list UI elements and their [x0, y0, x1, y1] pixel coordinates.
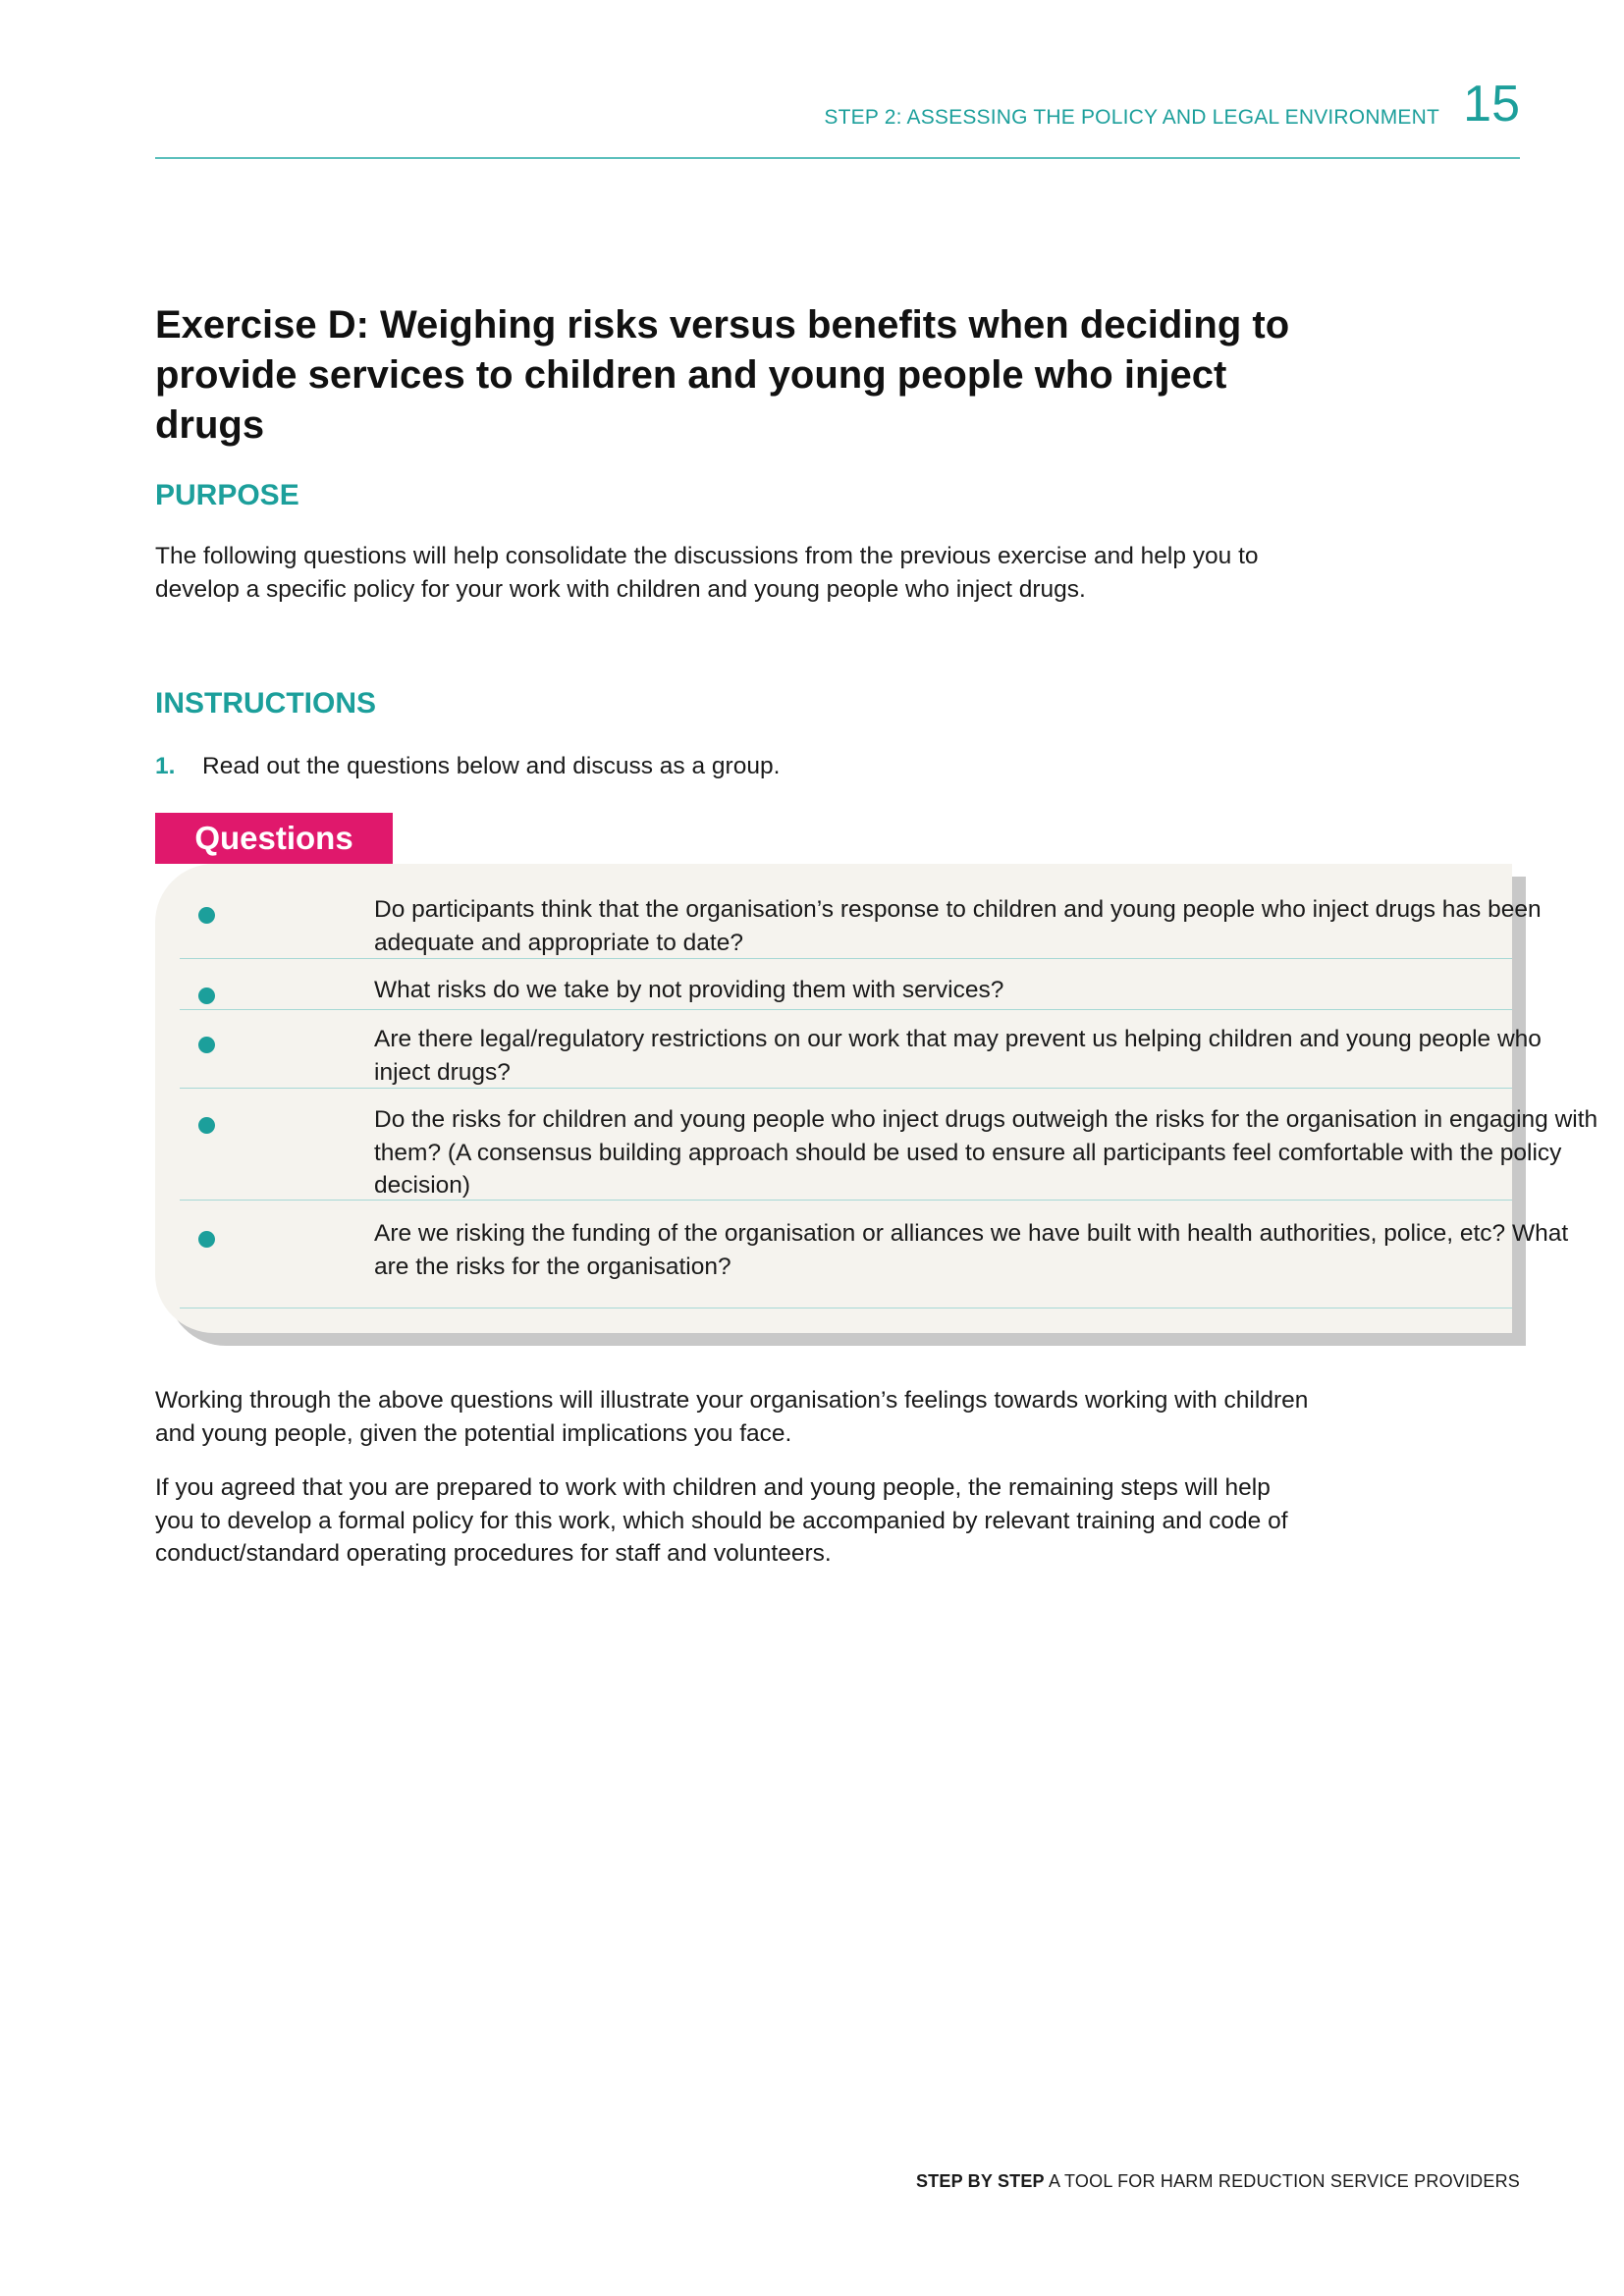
page-number: 15: [1463, 76, 1520, 133]
body-paragraph-1: Working through the above questions will illustrate your organisation’s feelings towards working with children and young people, given the potential implications you face.: [155, 1387, 1309, 1447]
instructions-heading: INSTRUCTIONS: [155, 687, 376, 720]
bullet-icon: [198, 1231, 215, 1248]
footer-tagline: A TOOL FOR HARM REDUCTION SERVICE PROVIDERS: [1044, 2171, 1520, 2191]
question-text: Do participants think that the organisation’s response to children and young people who inject drugs has been adequate and appropriate to date?: [374, 896, 1542, 956]
purpose-text: The following questions will help consolidate the discussions from the previous exercise and help you to develop a specific policy for your work with children and young people who inject drugs.: [155, 543, 1259, 603]
question-text: Are there legal/regulatory restrictions on our work that may prevent us helping children and young people who inject drugs?: [374, 1026, 1542, 1086]
instruction-step: [155, 750, 780, 782]
step-number: 1.: [155, 753, 176, 779]
bullet-icon: [198, 907, 215, 924]
purpose-heading: PURPOSE: [155, 479, 299, 511]
page-footer: [916, 2171, 1520, 2192]
body-paragraph-2: If you agreed that you are prepared to work with children and young people, the remaining steps will help you to develop a formal policy for this work, which should be accompanied by relevant training and code of conduct/standard operating procedures for staff and volunteers.: [155, 1474, 1288, 1567]
bullet-icon: [198, 1117, 215, 1134]
footer-brand: STEP BY STEP: [915, 2171, 1045, 2191]
step-text: Read out the questions below and discuss as a group.: [202, 753, 781, 779]
page-header: [155, 71, 1520, 159]
question-text: Do the risks for children and young people who inject drugs outweigh the risks for the organisation in engaging with them? (A consensus building approach should be used to ensure all participants feel comfortable with the policy decision): [374, 1106, 1598, 1199]
question-text: Are we risking the funding of the organisation or alliances we have built with health authorities, police, etc? What are the risks for the organisation?: [374, 1220, 1569, 1280]
question-text: What risks do we take by not providing them with services?: [374, 977, 1004, 1003]
questions-list: [155, 864, 1598, 1333]
bullet-icon: [198, 988, 215, 1004]
exercise-title: Exercise D: Weighing risks versus benefits when deciding to provide services to children and young people who inject drugs: [155, 303, 1290, 447]
questions-box: [155, 864, 1598, 1333]
bullet-icon: [198, 1037, 215, 1053]
questions-tab-label: Questions: [155, 813, 393, 864]
header-section-title: STEP 2: ASSESSING THE POLICY AND LEGAL ENVIRONMENT: [824, 106, 1439, 129]
